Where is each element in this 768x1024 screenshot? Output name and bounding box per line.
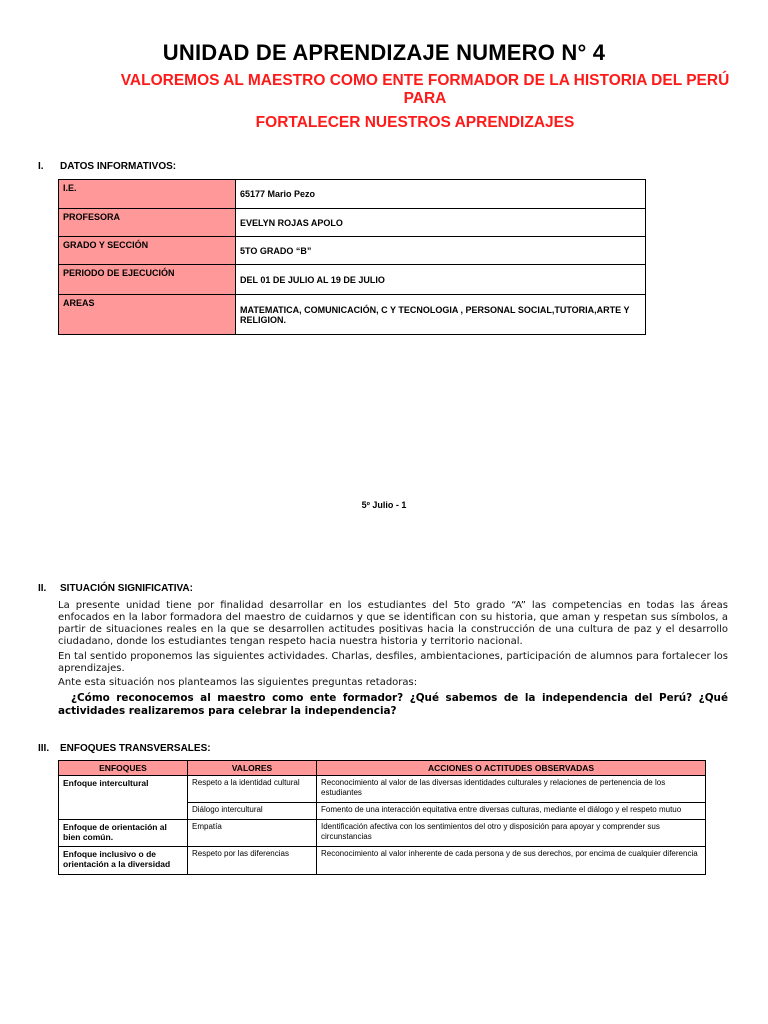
section-3-title: ENFOQUES TRANSVERSALES:: [60, 743, 211, 754]
valor-cell: Respeto por las diferencias: [188, 847, 317, 875]
info-label: I.E.: [59, 180, 236, 209]
info-value: MATEMATICA, COMUNICACIÓN, C Y TECNOLOGIA , PERSONAL SOCIAL,TUTORIA,ARTE Y RELIGION.: [236, 295, 646, 335]
preguntas-text: ¿Cómo reconocemos al maestro como ente formador? ¿Qué sabemos de la independencia del Perú? ¿Qué actividades realizaremos para celebrar la independencia?: [58, 692, 728, 717]
preguntas-retadoras: [58, 692, 728, 718]
table-row: [59, 776, 706, 803]
info-row-periodo: [59, 265, 646, 295]
page-marker: 5º Julio - 1: [361, 500, 407, 510]
info-row-areas: [59, 295, 646, 335]
enfoque-cell: Enfoque de orientación al bien común.: [59, 820, 188, 847]
info-row-ie: [59, 180, 646, 209]
section-2-title: SITUACIÓN SIGNIFICATIVA:: [60, 583, 193, 594]
table-row: [59, 847, 706, 875]
info-row-grado: [59, 237, 646, 265]
column-header: ENFOQUES: [59, 761, 188, 776]
valor-cell: Respeto a la identidad cultural: [188, 776, 317, 803]
enfoque-cell: Enfoque inclusivo o de orientación a la diversidad: [59, 847, 188, 875]
enfoque-cell: Enfoque intercultural: [59, 776, 188, 820]
info-label: PERIODO DE EJECUCIÓN: [59, 265, 236, 295]
document-subtitle: VALOREMOS AL MAESTRO COMO ENTE FORMADOR DE LA HISTORIA DEL PERÚ PARA: [120, 72, 730, 107]
situacion-paragraph-2: En tal sentido proponemos las siguientes actividades. Charlas, desfiles, ambientaciones, participación de alumnos para fortalecer los aprendizajes.: [58, 651, 728, 674]
info-label: PROFESORA: [59, 209, 236, 237]
info-value: DEL 01 DE JULIO AL 19 DE JULIO: [236, 265, 646, 295]
info-value: 5TO GRADO “B”: [236, 237, 646, 265]
section-3-heading: [38, 743, 211, 754]
info-value: 65177 Mario Pezo: [236, 180, 646, 209]
document-subtitle-line2: FORTALECER NUESTROS APRENDIZAJES: [255, 114, 575, 131]
section-1-title: DATOS INFORMATIVOS:: [60, 161, 177, 172]
document-title: UNIDAD DE APRENDIZAJE NUMERO N° 4: [162, 40, 606, 65]
column-header: ACCIONES O ACTITUDES OBSERVADAS: [317, 761, 706, 776]
column-header: VALORES: [188, 761, 317, 776]
table-row: [59, 820, 706, 847]
accion-cell: Identificación afectiva con los sentimientos del otro y disposición para apoyar y comprender sus circunstancias: [317, 820, 706, 847]
section-3-number: III.: [38, 743, 50, 754]
accion-cell: Fomento de una interacción equitativa entre diversas culturas, mediante el diálogo y el respeto mutuo: [317, 803, 706, 820]
section-1-number: I.: [38, 161, 44, 172]
accion-cell: Reconocimiento al valor de las diversas identidades culturales y relaciones de pertenencia de los estudiantes: [317, 776, 706, 803]
datos-informativos-table: [58, 179, 646, 335]
info-label: GRADO Y SECCIÓN: [59, 237, 236, 265]
info-value: EVELYN ROJAS APOLO: [236, 209, 646, 237]
enfoques-table: [58, 760, 706, 875]
enfoques-header-row: [59, 761, 706, 776]
accion-cell: Reconocimiento al valor inherente de cada persona y de sus derechos, por encima de cualquier diferencia: [317, 847, 706, 875]
valor-cell: Diálogo intercultural: [188, 803, 317, 820]
valor-cell: Empatía: [188, 820, 317, 847]
info-label: AREAS: [59, 295, 236, 335]
section-1-heading: [38, 161, 176, 172]
section-2-number: II.: [38, 583, 47, 594]
section-2-heading: [38, 583, 193, 594]
info-row-profesora: [59, 209, 646, 237]
situacion-paragraph-3: Ante esta situación nos planteamos las siguientes preguntas retadoras:: [58, 677, 418, 688]
situacion-paragraph-1: La presente unidad tiene por finalidad desarrollar en los estudiantes del 5to grado “A” las competencias en todas las áreas enfocados en la labor formadora del maestro de cuidarnos y que se identifican con su historia, que aman y respetan sus símbolos, a partir de situaciones reales en la que se desarrollen actitudes positivas hacia la construcción de una cultura de paz y el desarrollo ciudadano, donde los estudiantes tengan respeto hacia nuestra historia y territorio nacional.: [58, 600, 728, 647]
